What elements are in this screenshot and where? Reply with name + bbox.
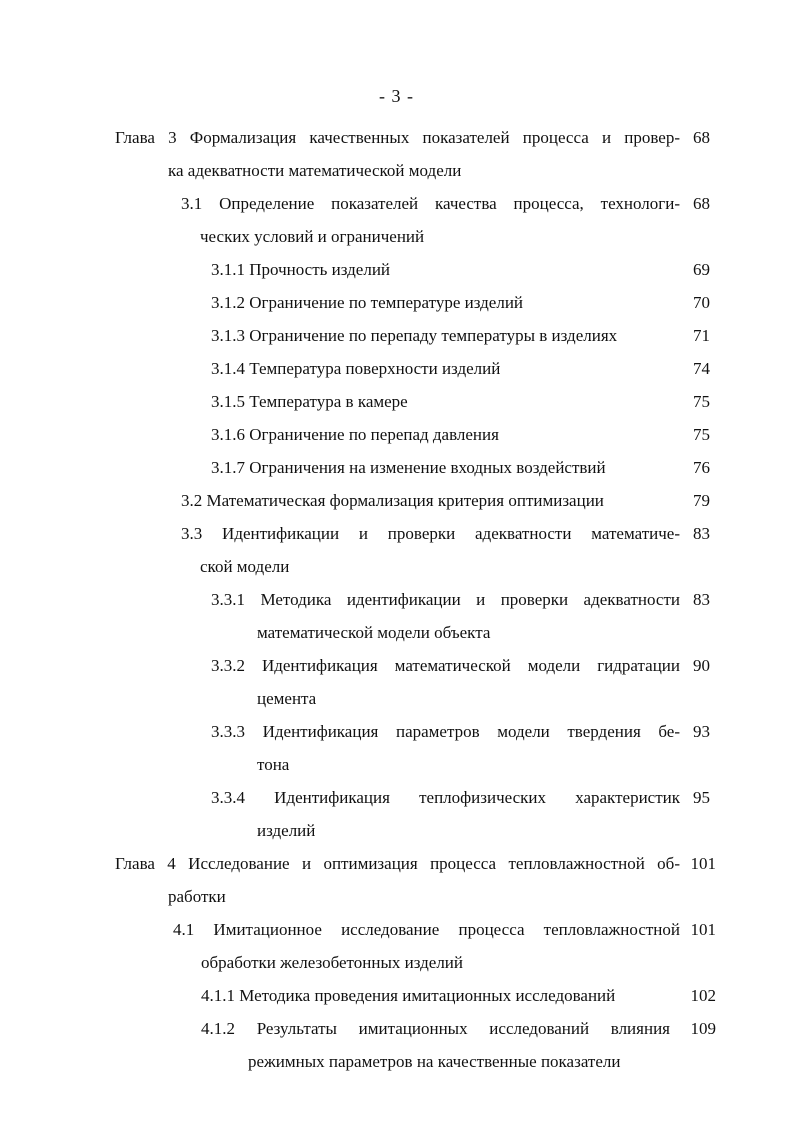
toc-page-number: 75 [693,392,710,411]
toc-entry-3-2 [181,484,604,517]
toc-entry-text: Глава 4 Исследование и оптимизация процесса тепловлажностной об- [115,854,680,873]
toc-entry-3-1 [181,187,680,253]
toc-page-number: 70 [693,293,710,312]
toc-entry-text: 3.1.3 Ограничение по перепаду температуры в изделиях [211,326,618,345]
toc-entry-continuation: ской модели [200,557,290,576]
toc-entry-continuation: изделий [257,821,316,840]
toc-entry-text: 4.1 Имитационное исследование процесса тепловлажностной [173,920,680,939]
toc-entry-3-1-4 [211,352,500,385]
toc-entry-continuation: цемента [257,689,317,708]
toc-entry-continuation: работки [168,887,226,906]
toc-page-number: 102 [690,986,716,1005]
toc-entry-text: 4.1.1 Методика проведения имитационных исследований [201,986,616,1005]
toc-entry-3-1-2 [211,286,523,319]
toc-entry-chapter-4 [115,847,680,913]
toc-entry-3-3-2 [211,649,680,715]
toc-entry-3-1-7 [211,451,606,484]
toc-entry-text: 3.1.1 Прочность изделий [211,260,391,279]
toc-page-number: 79 [693,491,710,510]
toc-entry-continuation: ка адекватности математической модели [168,161,462,180]
toc-entry-4-1-1 [201,979,615,1012]
toc-page-number: 83 [693,524,710,543]
toc-entry-continuation: тона [257,755,290,774]
toc-entry-continuation: ческих условий и ограничений [200,227,425,246]
toc-page-number: 109 [690,1019,716,1038]
toc-page-number: 74 [693,359,710,378]
toc-page-number: 76 [693,458,710,477]
toc-entry-3-3 [181,517,680,583]
toc-entry-text: 3.1.7 Ограничения на изменение входных воздействий [211,458,606,477]
page-number: - 3 - [379,86,414,106]
toc-entry-text: 3.1.6 Ограничение по перепад давления [211,425,499,444]
toc-entry-chapter-3 [115,121,680,187]
toc-entry-continuation: математической модели объекта [257,623,491,642]
toc-entry-text: Глава 3 Формализация качественных показателей процесса и провер- [115,128,680,147]
toc-page-number: 69 [693,260,710,279]
toc-entry-text: 4.1.2 Результаты имитационных исследований влияния [201,1019,670,1038]
toc-entry-3-3-3 [211,715,680,781]
toc-entry-3-3-1 [211,583,680,649]
toc-entry-text: 3.3.3 Идентификация параметров модели твердения бе- [211,722,680,741]
toc-entry-3-1-6 [211,418,499,451]
toc-entry-continuation: обработки железобетонных изделий [201,953,463,972]
toc-entry-text: 3.1 Определение показателей качества процесса, технологи- [181,194,680,213]
toc-entry-4-1-2 [201,1012,670,1078]
toc-page-number: 68 [693,128,710,147]
toc-entry-text: 3.2 Математическая формализация критерия оптимизации [181,491,604,510]
toc-entry-3-1-5 [211,385,408,418]
toc-entry-text: 3.3.2 Идентификация математической модели гидратации [211,656,680,675]
toc-entry-3-1-1 [211,253,390,286]
toc-entry-text: 3.1.2 Ограничение по температуре изделий [211,293,524,312]
toc-entry-continuation: режимных параметров на качественные показатели [248,1052,621,1071]
toc-entry-3-3-4 [211,781,680,847]
toc-page-number: 101 [690,854,716,873]
toc-entry-text: 3.1.4 Температура поверхности изделий [211,359,501,378]
toc-entry-text: 3.3.4 Идентификация теплофизических характеристик [211,788,680,807]
toc-entry-4-1 [173,913,680,979]
toc-page-number: 71 [693,326,710,345]
table-of-contents [0,121,793,1081]
toc-entry-text: 3.3 Идентификации и проверки адекватности математиче- [181,524,680,543]
toc-page-number: 68 [693,194,710,213]
toc-page-number: 75 [693,425,710,444]
toc-page-number: 101 [690,920,716,939]
toc-entry-text: 3.1.5 Температура в камере [211,392,408,411]
toc-page-number: 93 [693,722,710,741]
toc-page-number: 83 [693,590,710,609]
toc-entry-text: 3.3.1 Методика идентификации и проверки адекватности [211,590,680,609]
toc-page-number: 90 [693,656,710,675]
toc-entry-3-1-3 [211,319,617,352]
toc-page-number: 95 [693,788,710,807]
